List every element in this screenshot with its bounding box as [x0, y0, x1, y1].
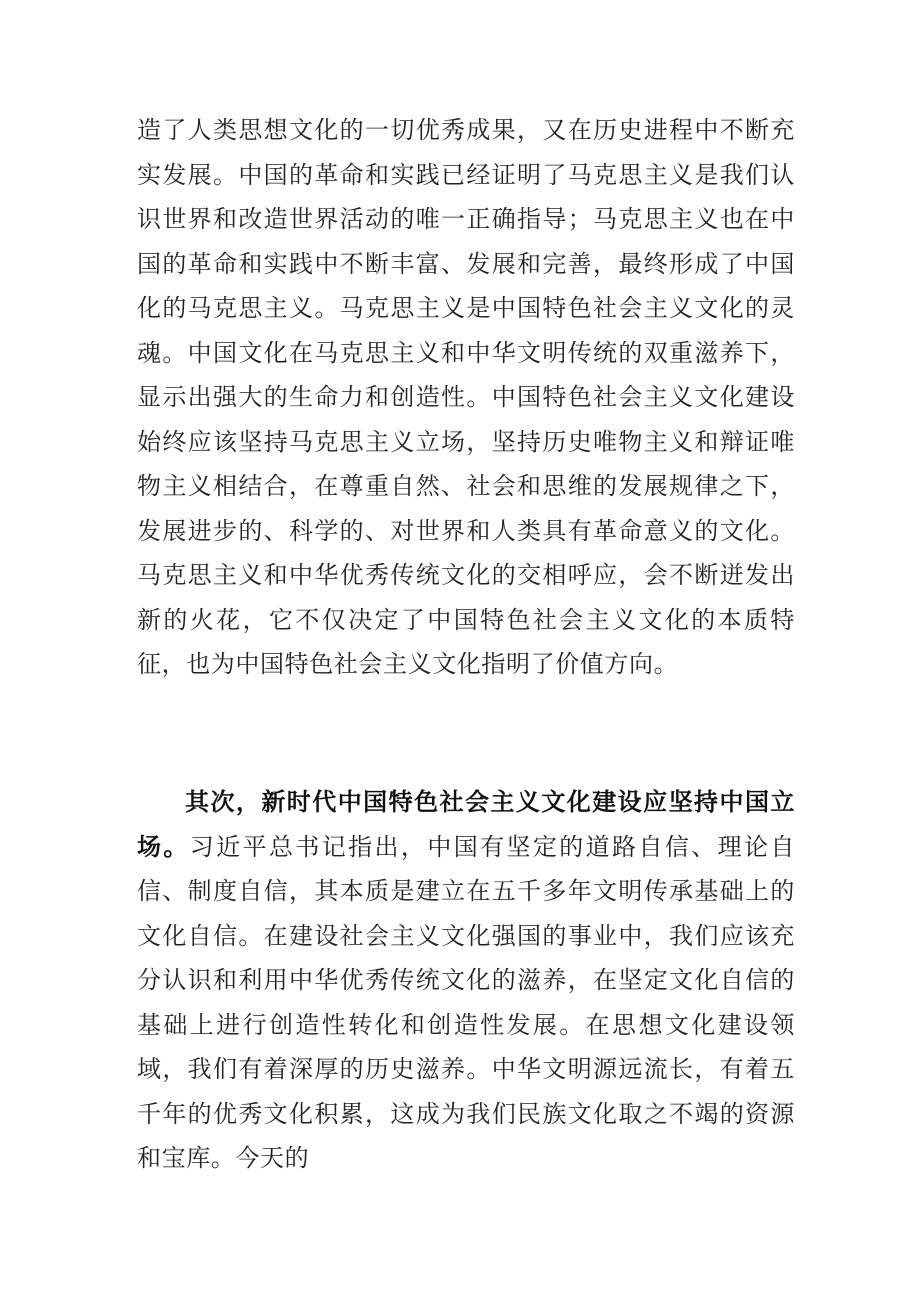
paragraph-2-heading: 其次，新时代中国特色社会主义文化建设应坚持中国立场。 — [137, 788, 795, 861]
paragraph-2 — [137, 780, 795, 1181]
paragraph-2-text: 习近平总书记指出，中国有坚定的道路自信、理论自信、制度自信，其本质是建立在五千多年文明传承基础上的文化自信。在建设社会主义文化强国的事业中，我们应该充分认识和利用中华优秀传统文化的滋养，在坚定文化自信的基础上进行创造性转化和创造性发展。在思想文化建设领域，我们有着深厚的历史滋养。中华文明源远流长，有着五千年的优秀文化积累，这成为我们民族文化取之不竭的资源和宝库。今天的 — [137, 832, 795, 1172]
paragraph-1 — [137, 108, 795, 687]
paragraph-1-text: 造了人类思想文化的一切优秀成果，又在历史进程中不断充实发展。中国的革命和实践已经证明了马克思主义是我们认识世界和改造世界活动的唯一正确指导；马克思主义也在中国的革命和实践中不断丰富、发展和完善，最终形成了中国化的马克思主义。马克思主义是中国特色社会主义文化的灵魂。中国文化在马克思主义和中华文明传统的双重滋养下，显示出强大的生命力和创造性。中国特色社会主义文化建设始终应该坚持马克思主义立场，坚持历史唯物主义和辩证唯物主义相结合，在尊重自然、社会和思维的发展规律之下，发展进步的、科学的、对世界和人类具有革命意义的文化。马克思主义和中华优秀传统文化的交相呼应，会不断迸发出新的火花，它不仅决定了中国特色社会主义文化的本质特征，也为中国特色社会主义文化指明了价值方向。 — [137, 116, 795, 678]
